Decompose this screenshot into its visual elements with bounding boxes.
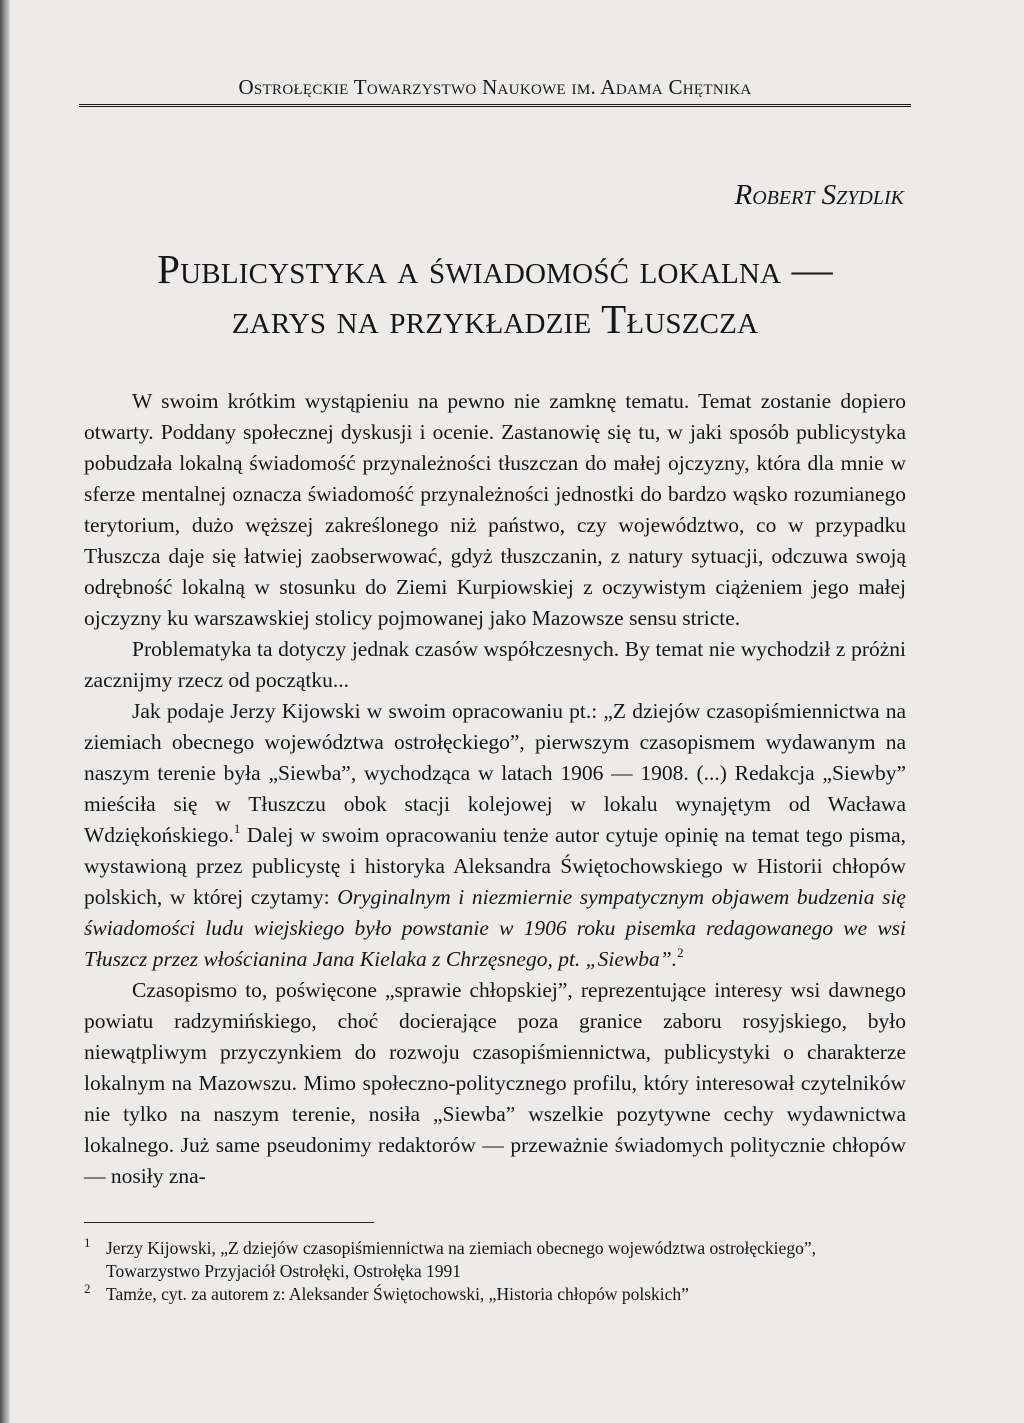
footnote-1-text: Jerzy Kijowski, „Z dziejów czasopiśmiennictwa na ziemiach obecnego województwa ostrołęckiego”, Towarzystwo Przyjaciół Ostrołęki, Ostrołęka 1991 bbox=[106, 1238, 816, 1281]
scan-edge-shadow bbox=[0, 0, 10, 1423]
paragraph-3-text-a: Jak podaje Jerzy Kijowski w swoim opracowaniu pt.: „Z dziejów czasopiśmiennictwa na ziemiach obecnego województwa ostrołęckiego”, pierwszym czasopismem wydawanym na naszym terenie była „Siewba”, wychodząca w latach 1906 — 1908. (...) Redakcja „Siewby” mieściła się w Tłuszczu obok stacji kolejowej w lokalu wynajętym od Wacława Wdziękońskiego. bbox=[84, 699, 906, 847]
article-body bbox=[84, 386, 906, 1192]
footnote-2-text: Tamże, cyt. za autorem z: Aleksander Świętochowski, „Historia chłopów polskich” bbox=[106, 1284, 689, 1304]
paragraph-4: Czasopismo to, poświęcone „sprawie chłopskiej”, reprezentujące interesy wsi dawnego powiatu radzymińskiego, choć docierające poza granice zaboru rosyjskiego, było niewątpliwym przyczynkiem do rozwoju czasopiśmiennictwa, publicystyki o charakterze lokalnym na Mazowszu. Mimo społeczno-politycznego profilu, który interesował czytelników nie tylko na naszym terenie, nosiła „Siewba” wszelkie pozytywne cechy wydawnictwa lokalnego. Już same pseudonimy redaktorów — przeważnie świadomych politycznie chłopów — nosiły zna- bbox=[84, 978, 906, 1188]
article-author: Robert Szydlik bbox=[734, 179, 904, 211]
footnote-ref-2: 2 bbox=[677, 945, 684, 960]
paragraph-3 bbox=[84, 696, 906, 975]
quotation-italic: Oryginalnym i niezmiernie sympatycznym objawem budzenia się świadomości ludu wiejskiego było powstanie w 1906 roku pisemka redagowanego we wsi Tłuszcz przez włościanina Jana Kielaka z Chrzęsnego, pt. „Siewba”. bbox=[84, 885, 906, 971]
footnote-2 bbox=[84, 1283, 906, 1306]
paragraph-2: Problematyka ta dotyczy jednak czasów współczesnych. By temat nie wychodził z próżni zacznijmy rzecz od początku... bbox=[84, 637, 906, 692]
article-title-line-2: zarys na przykładzie Tłuszcza bbox=[231, 296, 759, 342]
footnote-ref-1: 1 bbox=[233, 821, 241, 836]
footnote-1 bbox=[84, 1237, 906, 1283]
paragraph-3-text-b: Dalej w swoim opracowaniu tenże autor cytuje opinię na temat tego pisma, wystawioną przez publicystę i historyka Aleksandra Świętochowskiego w Historii chłopów polskich, w której czytamy: bbox=[84, 823, 906, 909]
paragraph-1: W swoim krótkim wystąpieniu na pewno nie zamknę tematu. Temat zostanie dopiero otwarty. Poddany społecznej dyskusji i ocenie. Zastanowię się tu, w jaki sposób publicystyka pobudzała lokalną świadomość przynależności tłuszczan do małej ojczyzny, która dla mnie w sferze mentalnej oznacza świadomość przynależności jednostki do bardzo wąsko rozumianego terytorium, dużo węższej zakreślonego niż państwo, czy województwo, co w przypadku Tłuszcza daje się łatwiej zaobserwować, gdyż tłuszczanin, z natury sytuacji, odczuwa swoją odrębność lokalną w stosunku do Ziemi Kurpiowskiej z oczywistym ciążeniem jego małej ojczyzny ku warszawskiej stolicy pojmowanej jako Mazowsze sensu stricte. bbox=[84, 389, 906, 630]
footnote-1-number: 1 bbox=[84, 1235, 91, 1250]
article-title bbox=[84, 244, 906, 344]
journal-page bbox=[84, 74, 906, 1306]
running-header: Ostrołęckie Towarzystwo Naukowe im. Adama Chętnika bbox=[238, 75, 752, 99]
header-double-rule bbox=[79, 104, 911, 110]
footnotes bbox=[84, 1237, 906, 1306]
article-title-line-1: Publicystyka a świadomość lokalna — bbox=[157, 246, 833, 292]
footnote-2-number: 2 bbox=[84, 1281, 91, 1296]
footnote-separator bbox=[84, 1222, 374, 1223]
